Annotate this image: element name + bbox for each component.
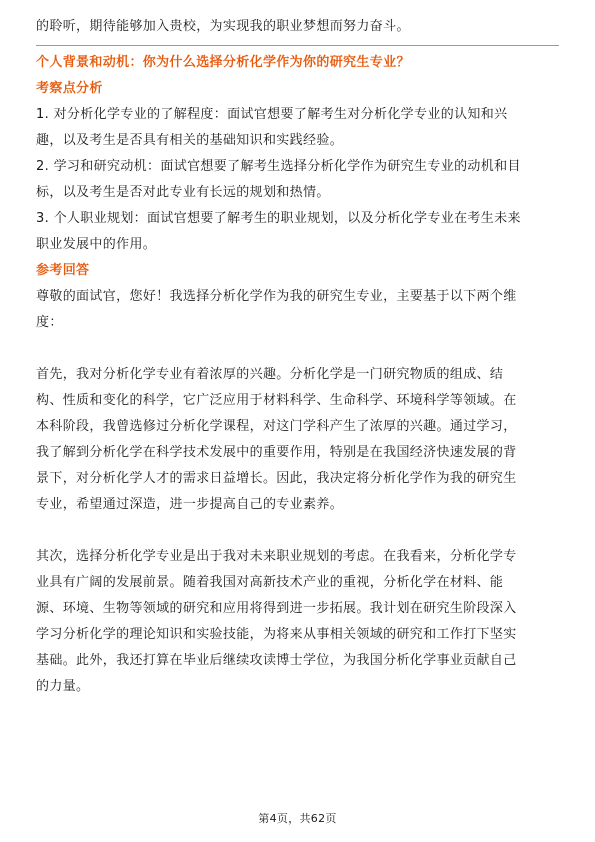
page-content <box>36 14 559 700</box>
question-heading: 个人背景和动机：你为什么选择分析化学作为你的研究生专业？ <box>36 55 410 70</box>
answer-paragraph-2 <box>36 544 559 700</box>
answer-paragraph-1 <box>36 362 559 518</box>
answer-line: 专业，希望通过深造，进一步提高自己的专业素养。 <box>36 497 344 512</box>
analysis-line: 标，以及考生是否对此专业有长远的规划和热情。 <box>36 185 330 200</box>
answer-line: 业具有广阔的发展前景。随着我国对高新技术产业的重视，分析化学在材料、能 <box>36 575 504 590</box>
section-divider <box>36 45 559 46</box>
paragraph-gap <box>36 518 559 544</box>
answer-greeting <box>36 284 559 336</box>
paragraph-gap <box>36 336 559 362</box>
answer-line: 构、性质和变化的科学，它广泛应用于材料科学、生命科学、环境科学等领域。在 <box>36 393 517 408</box>
answer-line: 我了解到分析化学在科学技术发展中的重要作用，特别是在我国经济快速发展的背 <box>36 445 517 460</box>
intro-tail-text: 的聆听，期待能够加入贵校，为实现我的职业梦想而努力奋斗。 <box>36 19 410 34</box>
answer-line: 尊敬的面试官，您好！我选择分析化学作为我的研究生专业，主要基于以下两个维 <box>36 289 517 304</box>
answer-line: 源、环境、生物等领域的研究和应用将得到进一步拓展。我计划在研究生阶段深入 <box>36 601 517 616</box>
analysis-line: 职业发展中的作用。 <box>36 237 157 252</box>
analysis-line: 3. 个人职业规划：面试官想要了解考生的职业规划，以及分析化学专业在考生未来 <box>36 211 521 226</box>
analysis-line: 1. 对分析化学专业的了解程度：面试官想要了解考生对分析化学专业的认知和兴 <box>36 107 508 122</box>
analysis-line: 2. 学习和研究动机：面试官想要了解考生选择分析化学作为研究生专业的动机和目 <box>36 159 521 174</box>
analysis-heading: 考察点分析 <box>36 81 103 96</box>
answer-line: 的力量。 <box>36 679 90 694</box>
answer-line: 首先，我对分析化学专业有着浓厚的兴趣。分析化学是一门研究物质的组成、结 <box>36 367 504 382</box>
answer-line: 本科阶段，我曾选修过分析化学课程，对这门学科产生了浓厚的兴趣。通过学习， <box>36 419 517 434</box>
answer-line: 学习分析化学的理论知识和实验技能，为将来从事相关领域的研究和工作打下坚实 <box>36 627 517 642</box>
answer-line: 其次，选择分析化学专业是出于我对未来职业规划的考虑。在我看来，分析化学专 <box>36 549 517 564</box>
analysis-block <box>36 102 559 258</box>
answer-line: 景下，对分析化学人才的需求日益增长。因此，我决定将分析化学作为我的研究生 <box>36 471 517 486</box>
answer-line: 基础。此外，我还打算在毕业后继续攻读博士学位，为我国分析化学事业贡献自己 <box>36 653 517 668</box>
answer-line: 度： <box>36 315 63 330</box>
answer-heading: 参考回答 <box>36 263 90 278</box>
analysis-line: 趣，以及考生是否具有相关的基础知识和实践经验。 <box>36 133 344 148</box>
page-number: 第4页，共62页 <box>258 812 337 825</box>
